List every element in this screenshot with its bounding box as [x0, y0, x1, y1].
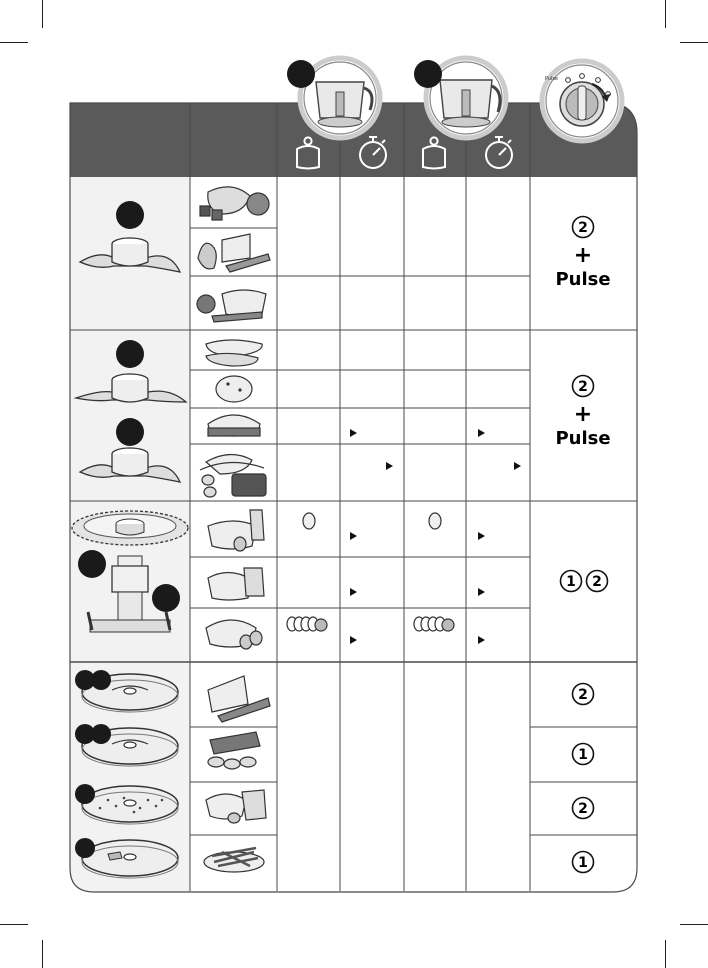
speed-number: 2: [578, 379, 588, 395]
pulse-label: Pulse: [555, 428, 611, 449]
plus-sign: +: [573, 402, 593, 427]
step-badge: [75, 784, 95, 804]
plus-sign: +: [573, 243, 593, 268]
step-badge: [116, 201, 144, 229]
speed-number: 1: [578, 855, 588, 871]
step-badge: [152, 584, 180, 612]
step-badge: [91, 724, 111, 744]
egg-icon: [429, 513, 441, 529]
eggs-icon: [414, 617, 454, 631]
step-badge: [287, 60, 315, 88]
speed-number: 2: [578, 801, 588, 817]
speed-number: 1: [578, 747, 588, 763]
speed-number: 2: [578, 687, 588, 703]
bread-loaves-picture: [206, 340, 262, 366]
speed-number: 2: [578, 220, 588, 236]
speed-number: 2: [592, 574, 602, 590]
dial-pulse-label: Pulse: [544, 76, 558, 82]
step-badge: [78, 550, 106, 578]
speed-dial: [542, 61, 622, 141]
bread-roll-picture: [216, 376, 252, 402]
egg-icon: [303, 513, 315, 529]
step-badge: [116, 340, 144, 368]
pulse-label: Pulse: [555, 269, 611, 290]
step-badge: [75, 838, 95, 858]
eggs-icon: [287, 617, 327, 631]
step-badge: [414, 60, 442, 88]
step-badge: [116, 418, 144, 446]
step-badge: [91, 670, 111, 690]
speed-number: 1: [566, 574, 576, 590]
